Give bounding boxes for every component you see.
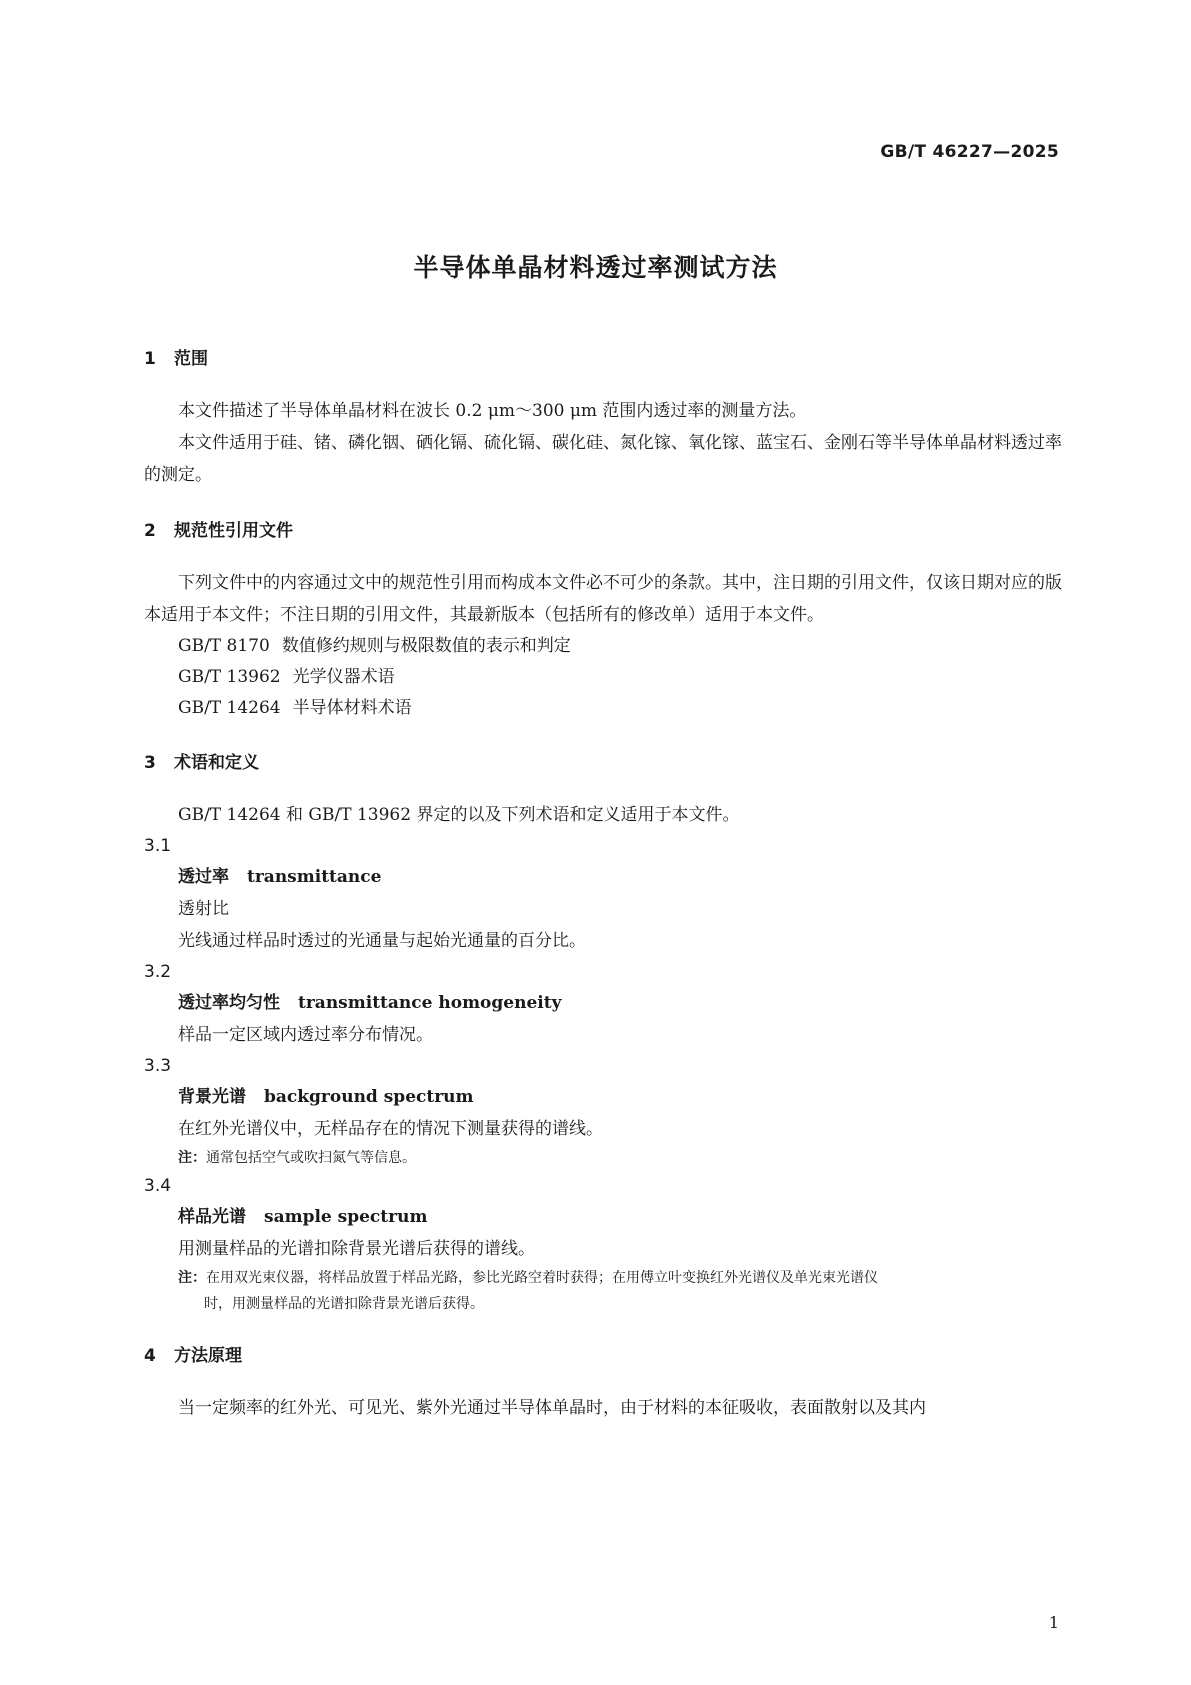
term-entry: [144, 1201, 1066, 1233]
section-number: 3: [144, 753, 156, 773]
reference-name: 数值修约规则与极限数值的表示和判定: [281, 636, 571, 656]
term-number: 3.2: [144, 962, 172, 982]
section-title: 规范性引用文件: [174, 521, 293, 541]
paragraph: 下列文件中的内容通过文中的规范性引用而构成本文件必不可少的条款。其中，注日期的引用文件，仅该日期对应的版本适用于本文件；不注日期的引用文件，其最新版本（包括所有的修改单）适用于本文件。: [144, 573, 1062, 625]
section-number: 4: [144, 1346, 156, 1366]
document-body: [144, 348, 1066, 1424]
term-number: 3.1: [144, 836, 172, 856]
reference-item: [144, 631, 1066, 662]
section-heading-1: [144, 348, 1066, 370]
document-title: 半导体单晶材料透过率测试方法: [413, 253, 778, 282]
term-definition: 在红外光谱仪中，无样品存在的情况下测量获得的谱线。: [178, 1119, 603, 1139]
note-text: 在用双光束仪器，将样品放置于样品光路，参比光路空着时获得；在用傅立叶变换红外光谱仪及单光束光谱仪: [206, 1270, 878, 1286]
paragraph: 本文件适用于硅、锗、磷化铟、硒化镉、硫化镉、碳化硅、氮化镓、氧化镓、蓝宝石、金刚石等半导体单晶材料透过率的测定。: [144, 433, 1062, 485]
section-heading-2: [144, 520, 1066, 542]
note-continuation: 时，用测量样品的光谱扣除背景光谱后获得。: [204, 1296, 484, 1312]
term-definition: 样品一定区域内透过率分布情况。: [178, 1025, 433, 1045]
standard-code: GB/T 46227—2025: [880, 142, 1059, 162]
note-label: 注：: [178, 1270, 206, 1286]
term-english: background spectrum: [264, 1087, 474, 1107]
note-label: 注：: [178, 1150, 206, 1166]
section-title: 方法原理: [174, 1346, 242, 1366]
term-number: 3.4: [144, 1176, 172, 1196]
reference-item: [144, 693, 1066, 724]
term-entry: [144, 1081, 1066, 1113]
reference-code: GB/T 8170: [178, 636, 270, 656]
reference-code: GB/T 13962: [178, 667, 281, 687]
term-definition: 光线通过样品时透过的光通量与起始光通量的百分比。: [178, 931, 586, 951]
reference-name: 半导体材料术语: [292, 698, 412, 718]
term-chinese: 背景光谱: [178, 1087, 246, 1107]
term-entry: [144, 987, 1066, 1019]
reference-item: [144, 662, 1066, 693]
reference-name: 光学仪器术语: [292, 667, 395, 687]
paragraph: 当一定频率的红外光、可见光、紫外光通过半导体单晶时，由于材料的本征吸收，表面散射以及其内: [178, 1398, 926, 1418]
term-chinese: 样品光谱: [178, 1207, 246, 1227]
term-note: [144, 1265, 1066, 1291]
section-heading-3: [144, 752, 1066, 774]
term-definition: 用测量样品的光谱扣除背景光谱后获得的谱线。: [178, 1239, 535, 1259]
term-english: sample spectrum: [264, 1207, 428, 1227]
section-number: 2: [144, 521, 156, 541]
term-number: 3.3: [144, 1056, 172, 1076]
section-title: 范围: [174, 349, 208, 369]
term-entry: [144, 861, 1066, 893]
term-note: [144, 1145, 1066, 1171]
term-chinese: 透过率: [178, 867, 229, 887]
term-chinese: 透过率均匀性: [178, 993, 280, 1013]
note-text: 通常包括空气或吹扫氮气等信息。: [206, 1150, 416, 1166]
section-title: 术语和定义: [174, 753, 259, 773]
term-english: transmittance: [247, 867, 382, 887]
paragraph: GB/T 14264 和 GB/T 13962 界定的以及下列术语和定义适用于本文件。: [178, 805, 740, 825]
paragraph: 本文件描述了半导体单晶材料在波长 0.2 μm～300 μm 范围内透过率的测量方法。: [178, 401, 807, 421]
term-synonym: 透射比: [178, 899, 229, 919]
reference-code: GB/T 14264: [178, 698, 281, 718]
section-number: 1: [144, 349, 156, 369]
page-number: 1: [1048, 1613, 1059, 1632]
term-english: transmittance homogeneity: [298, 993, 562, 1013]
section-heading-4: [144, 1345, 1066, 1367]
